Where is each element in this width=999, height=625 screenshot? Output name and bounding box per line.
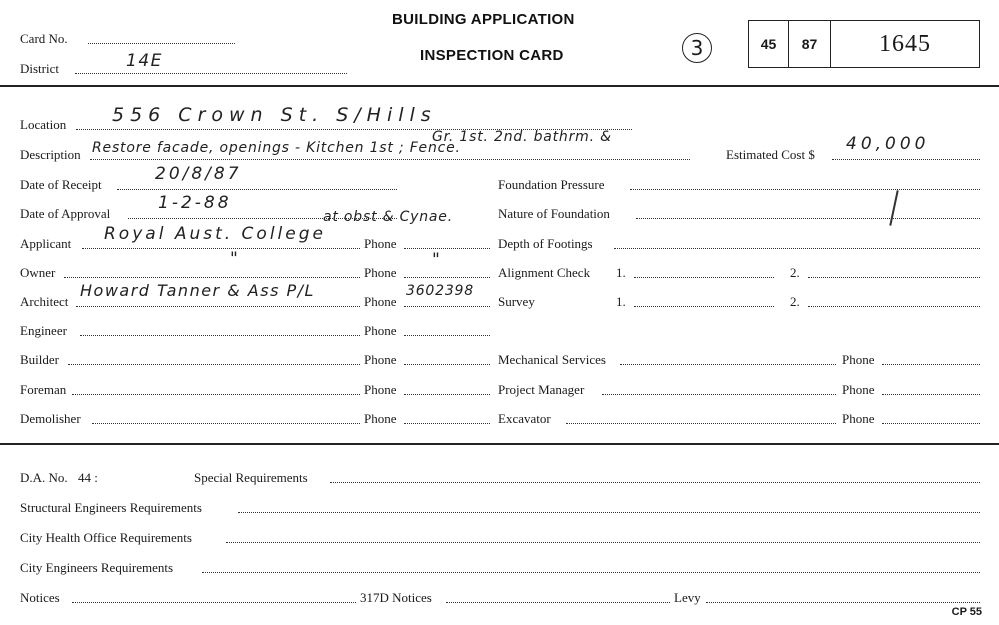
architect-value: Howard Tanner & Ass P/L bbox=[80, 281, 315, 300]
demolisher-label: Demolisher bbox=[20, 411, 81, 426]
notices-dots bbox=[72, 601, 356, 603]
engineer-phone-label: Phone bbox=[364, 323, 397, 338]
owner-dots bbox=[64, 276, 360, 278]
foreman-label: Foreman bbox=[20, 382, 67, 397]
location-value: 556 Crown St. S/Hills bbox=[112, 104, 437, 126]
depth-of-footings-dots bbox=[614, 247, 980, 249]
date-of-receipt-value: 20/8/87 bbox=[155, 164, 242, 184]
architect-phone-value: 3602398 bbox=[406, 283, 474, 299]
foundation-pressure-label: Foundation Pressure bbox=[498, 177, 605, 192]
description-value: Restore facade, openings - Kitchen 1st ; Fence. bbox=[92, 140, 461, 156]
structural-dots bbox=[238, 511, 980, 513]
city-health-label: City Health Office Requirements bbox=[20, 530, 192, 545]
title-line1: BUILDING APPLICATION bbox=[392, 11, 575, 28]
project-manager-phone-label: Phone bbox=[842, 382, 875, 397]
top-divider bbox=[0, 85, 999, 87]
description-dots bbox=[90, 158, 690, 160]
city-engineers-label: City Engineers Requirements bbox=[20, 560, 174, 575]
estimated-cost-dots bbox=[832, 158, 980, 160]
title-line2: INSPECTION CARD bbox=[420, 47, 564, 64]
engineer-phone-dots bbox=[404, 334, 490, 336]
form-code: CP 55 bbox=[951, 606, 982, 618]
district-label: District bbox=[20, 61, 59, 76]
owner-phone-value: " bbox=[432, 250, 442, 270]
district-dots bbox=[75, 72, 347, 74]
applicant-phone-dots bbox=[404, 247, 490, 249]
engineer-label: Engineer bbox=[20, 323, 67, 338]
depth-of-footings-label: Depth of Footings bbox=[498, 236, 593, 251]
builder-phone-label: Phone bbox=[364, 352, 397, 367]
description-above: Gr. 1st. 2nd. bathrm. & bbox=[432, 129, 612, 145]
date-of-approval-label: Date of Approval bbox=[20, 206, 111, 221]
approval-note: at obst & Cynae. bbox=[323, 209, 453, 225]
demolisher-phone-dots bbox=[404, 422, 490, 424]
notices-317d-label: 317D Notices bbox=[360, 590, 432, 605]
excavator-phone-dots bbox=[882, 422, 980, 424]
foreman-dots bbox=[72, 393, 360, 395]
builder-phone-dots bbox=[404, 363, 490, 365]
special-requirements-dots bbox=[330, 481, 980, 483]
survey-1: 1. bbox=[616, 294, 626, 309]
description-label: Description bbox=[20, 147, 81, 162]
foreman-phone-label: Phone bbox=[364, 382, 397, 397]
da-no-label: D.A. No. bbox=[20, 470, 68, 485]
levy-label: Levy bbox=[674, 590, 701, 605]
architect-phone-dots bbox=[404, 305, 490, 307]
structural-label: Structural Engineers Requirements bbox=[20, 500, 202, 515]
survey-2-dots bbox=[808, 305, 980, 307]
excavator-phone-label: Phone bbox=[842, 411, 875, 426]
notices-317d-dots bbox=[446, 601, 670, 603]
owner-label: Owner bbox=[20, 265, 56, 280]
box-cell-2: 87 bbox=[789, 21, 831, 67]
estimated-cost-label: Estimated Cost $ bbox=[726, 147, 815, 162]
circled-number: 3 bbox=[682, 33, 712, 63]
excavator-label: Excavator bbox=[498, 411, 551, 426]
applicant-label: Applicant bbox=[20, 236, 72, 251]
nature-of-foundation-dots bbox=[636, 217, 980, 219]
builder-dots bbox=[68, 363, 360, 365]
location-label: Location bbox=[20, 117, 67, 132]
city-engineers-dots bbox=[202, 571, 980, 573]
applicant-value: Royal Aust. College bbox=[104, 224, 326, 244]
middle-divider bbox=[0, 443, 999, 445]
project-manager-label: Project Manager bbox=[498, 382, 585, 397]
mechanical-services-label: Mechanical Services bbox=[498, 352, 606, 367]
applicant-phone-label: Phone bbox=[364, 236, 397, 251]
project-manager-dots bbox=[602, 393, 836, 395]
date-of-approval-value: 1-2-88 bbox=[158, 193, 232, 213]
survey-label: Survey bbox=[498, 294, 535, 309]
box-cell-3: 1645 bbox=[879, 30, 931, 57]
project-manager-phone-dots bbox=[882, 393, 980, 395]
alignment-check-1-dots bbox=[634, 276, 774, 278]
notices-label: Notices bbox=[20, 590, 60, 605]
owner-phone-dots bbox=[404, 276, 490, 278]
mechanical-services-phone-label: Phone bbox=[842, 352, 875, 367]
alignment-check-2: 2. bbox=[790, 265, 800, 280]
mechanical-services-phone-dots bbox=[882, 363, 980, 365]
city-health-dots bbox=[226, 541, 980, 543]
survey-2: 2. bbox=[790, 294, 800, 309]
foreman-phone-dots bbox=[404, 393, 490, 395]
applicant-dots bbox=[82, 247, 360, 249]
architect-phone-label: Phone bbox=[364, 294, 397, 309]
card-no-label: Card No. bbox=[20, 31, 68, 46]
demolisher-dots bbox=[92, 422, 360, 424]
demolisher-phone-label: Phone bbox=[364, 411, 397, 426]
special-requirements-label: Special Requirements bbox=[194, 470, 308, 485]
architect-label: Architect bbox=[20, 294, 69, 309]
pen-mark bbox=[889, 190, 898, 226]
builder-label: Builder bbox=[20, 352, 59, 367]
owner-value: " bbox=[230, 249, 240, 269]
excavator-dots bbox=[566, 422, 836, 424]
survey-1-dots bbox=[634, 305, 774, 307]
foundation-pressure-dots bbox=[630, 188, 980, 190]
date-of-receipt-dots bbox=[117, 188, 397, 190]
box-cell-1: 45 bbox=[749, 21, 789, 67]
nature-of-foundation-label: Nature of Foundation bbox=[498, 206, 610, 221]
architect-dots bbox=[76, 305, 360, 307]
card-number-box bbox=[748, 20, 980, 68]
alignment-check-1: 1. bbox=[616, 265, 626, 280]
district-value: 14E bbox=[126, 51, 163, 71]
mechanical-services-dots bbox=[620, 363, 836, 365]
da-no-value: 44 : bbox=[78, 470, 98, 485]
card-no-dots bbox=[88, 42, 235, 44]
owner-phone-label: Phone bbox=[364, 265, 397, 280]
levy-dots bbox=[706, 601, 980, 603]
estimated-cost-value: 40,000 bbox=[846, 134, 930, 154]
alignment-check-label: Alignment Check bbox=[498, 265, 591, 280]
date-of-receipt-label: Date of Receipt bbox=[20, 177, 102, 192]
engineer-dots bbox=[80, 334, 360, 336]
alignment-check-2-dots bbox=[808, 276, 980, 278]
